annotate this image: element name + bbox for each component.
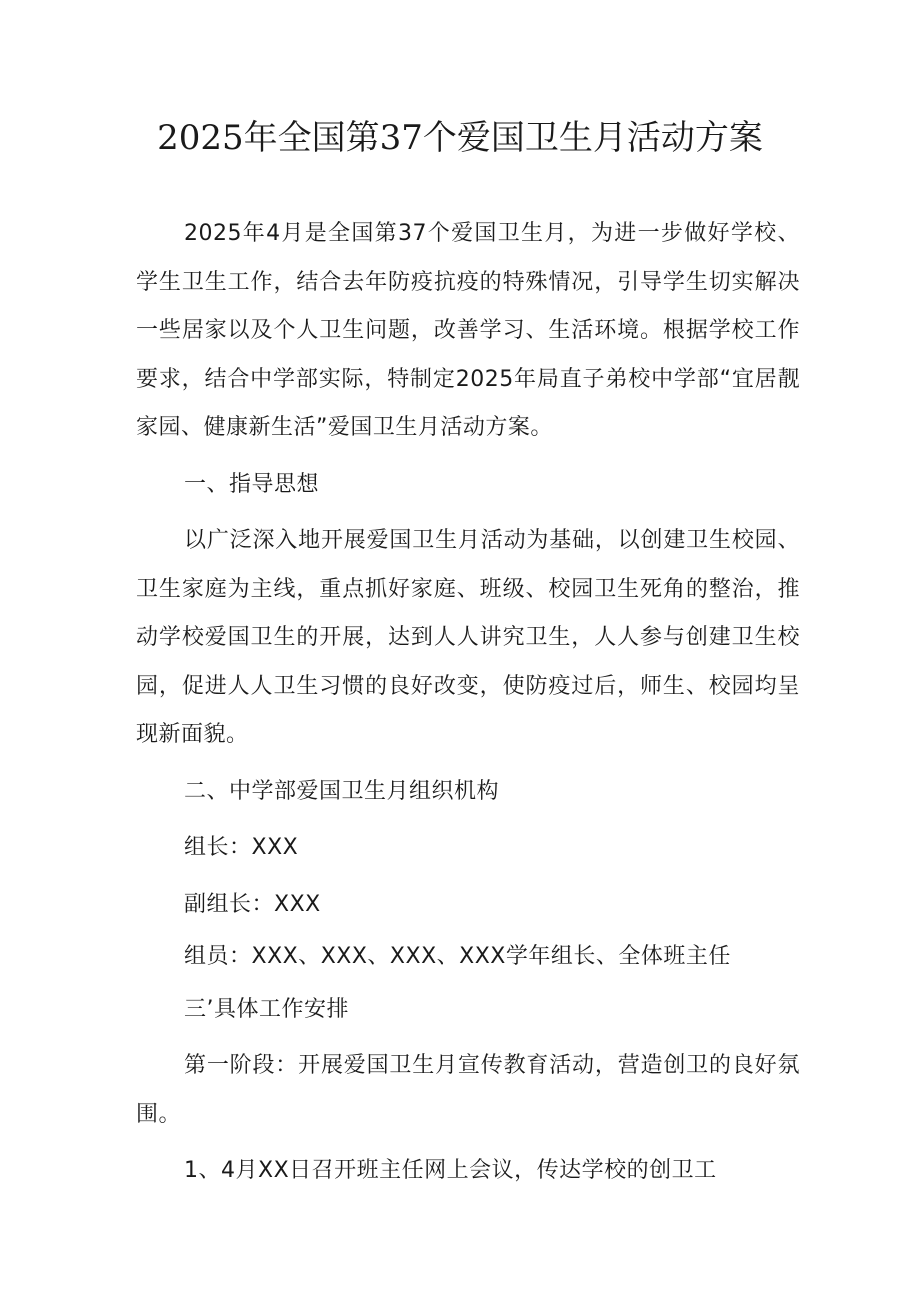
stage-one-paragraph: 第一阶段：开展爱国卫生月宣传教育活动，营造创卫的良好氛围。 <box>136 1053 800 1127</box>
section-heading-guiding-ideology: 一、指导思想 <box>184 471 320 497</box>
document-body <box>136 210 800 1200</box>
item-one-paragraph: 1、4月XX日召开班主任网上会议，传达学校的创卫工 <box>184 1158 717 1183</box>
guiding-ideology-paragraph: 以广泛深入地开展爱国卫生月活动为基础，以创建卫生校园、卫生家庭为主线，重点抓好家庭、班级、校园卫生死角的整治，推动学校爱国卫生的开展，达到人人讲究卫生，人人参与创建卫生校园，促进人人卫生习惯的良好改变，使防疫过后，师生、校园均呈现新面貌。 <box>136 528 800 747</box>
intro-paragraph: 2025年4月是全国第37个爱国卫生月，为进一步做好学校、学生卫生工作，结合去年防疫抗疫的特殊情况，引导学生切实解决一些居家以及个人卫生问题，改善学习、生活环境。根据学校工作要求，结合中学部实际，特制定2025年局直子弟校中学部“宜居靓家园、健康新生活”爱国卫生月活动方案。 <box>136 221 800 440</box>
section-heading-organization: 二、中学部爱国卫生月组织机构 <box>184 778 500 804</box>
document-title: 2025年全国第37个爱国卫生月活动方案 <box>157 118 763 158</box>
members-line: 组员：XXX、XXX、XXX、XXX学年组长、全体班主任 <box>184 944 731 969</box>
section-heading-work-arrangement: 三’具体工作安排 <box>184 996 349 1022</box>
deputy-leader-line: 副组长：XXX <box>184 891 321 917</box>
leader-line: 组长：XXX <box>184 835 299 860</box>
